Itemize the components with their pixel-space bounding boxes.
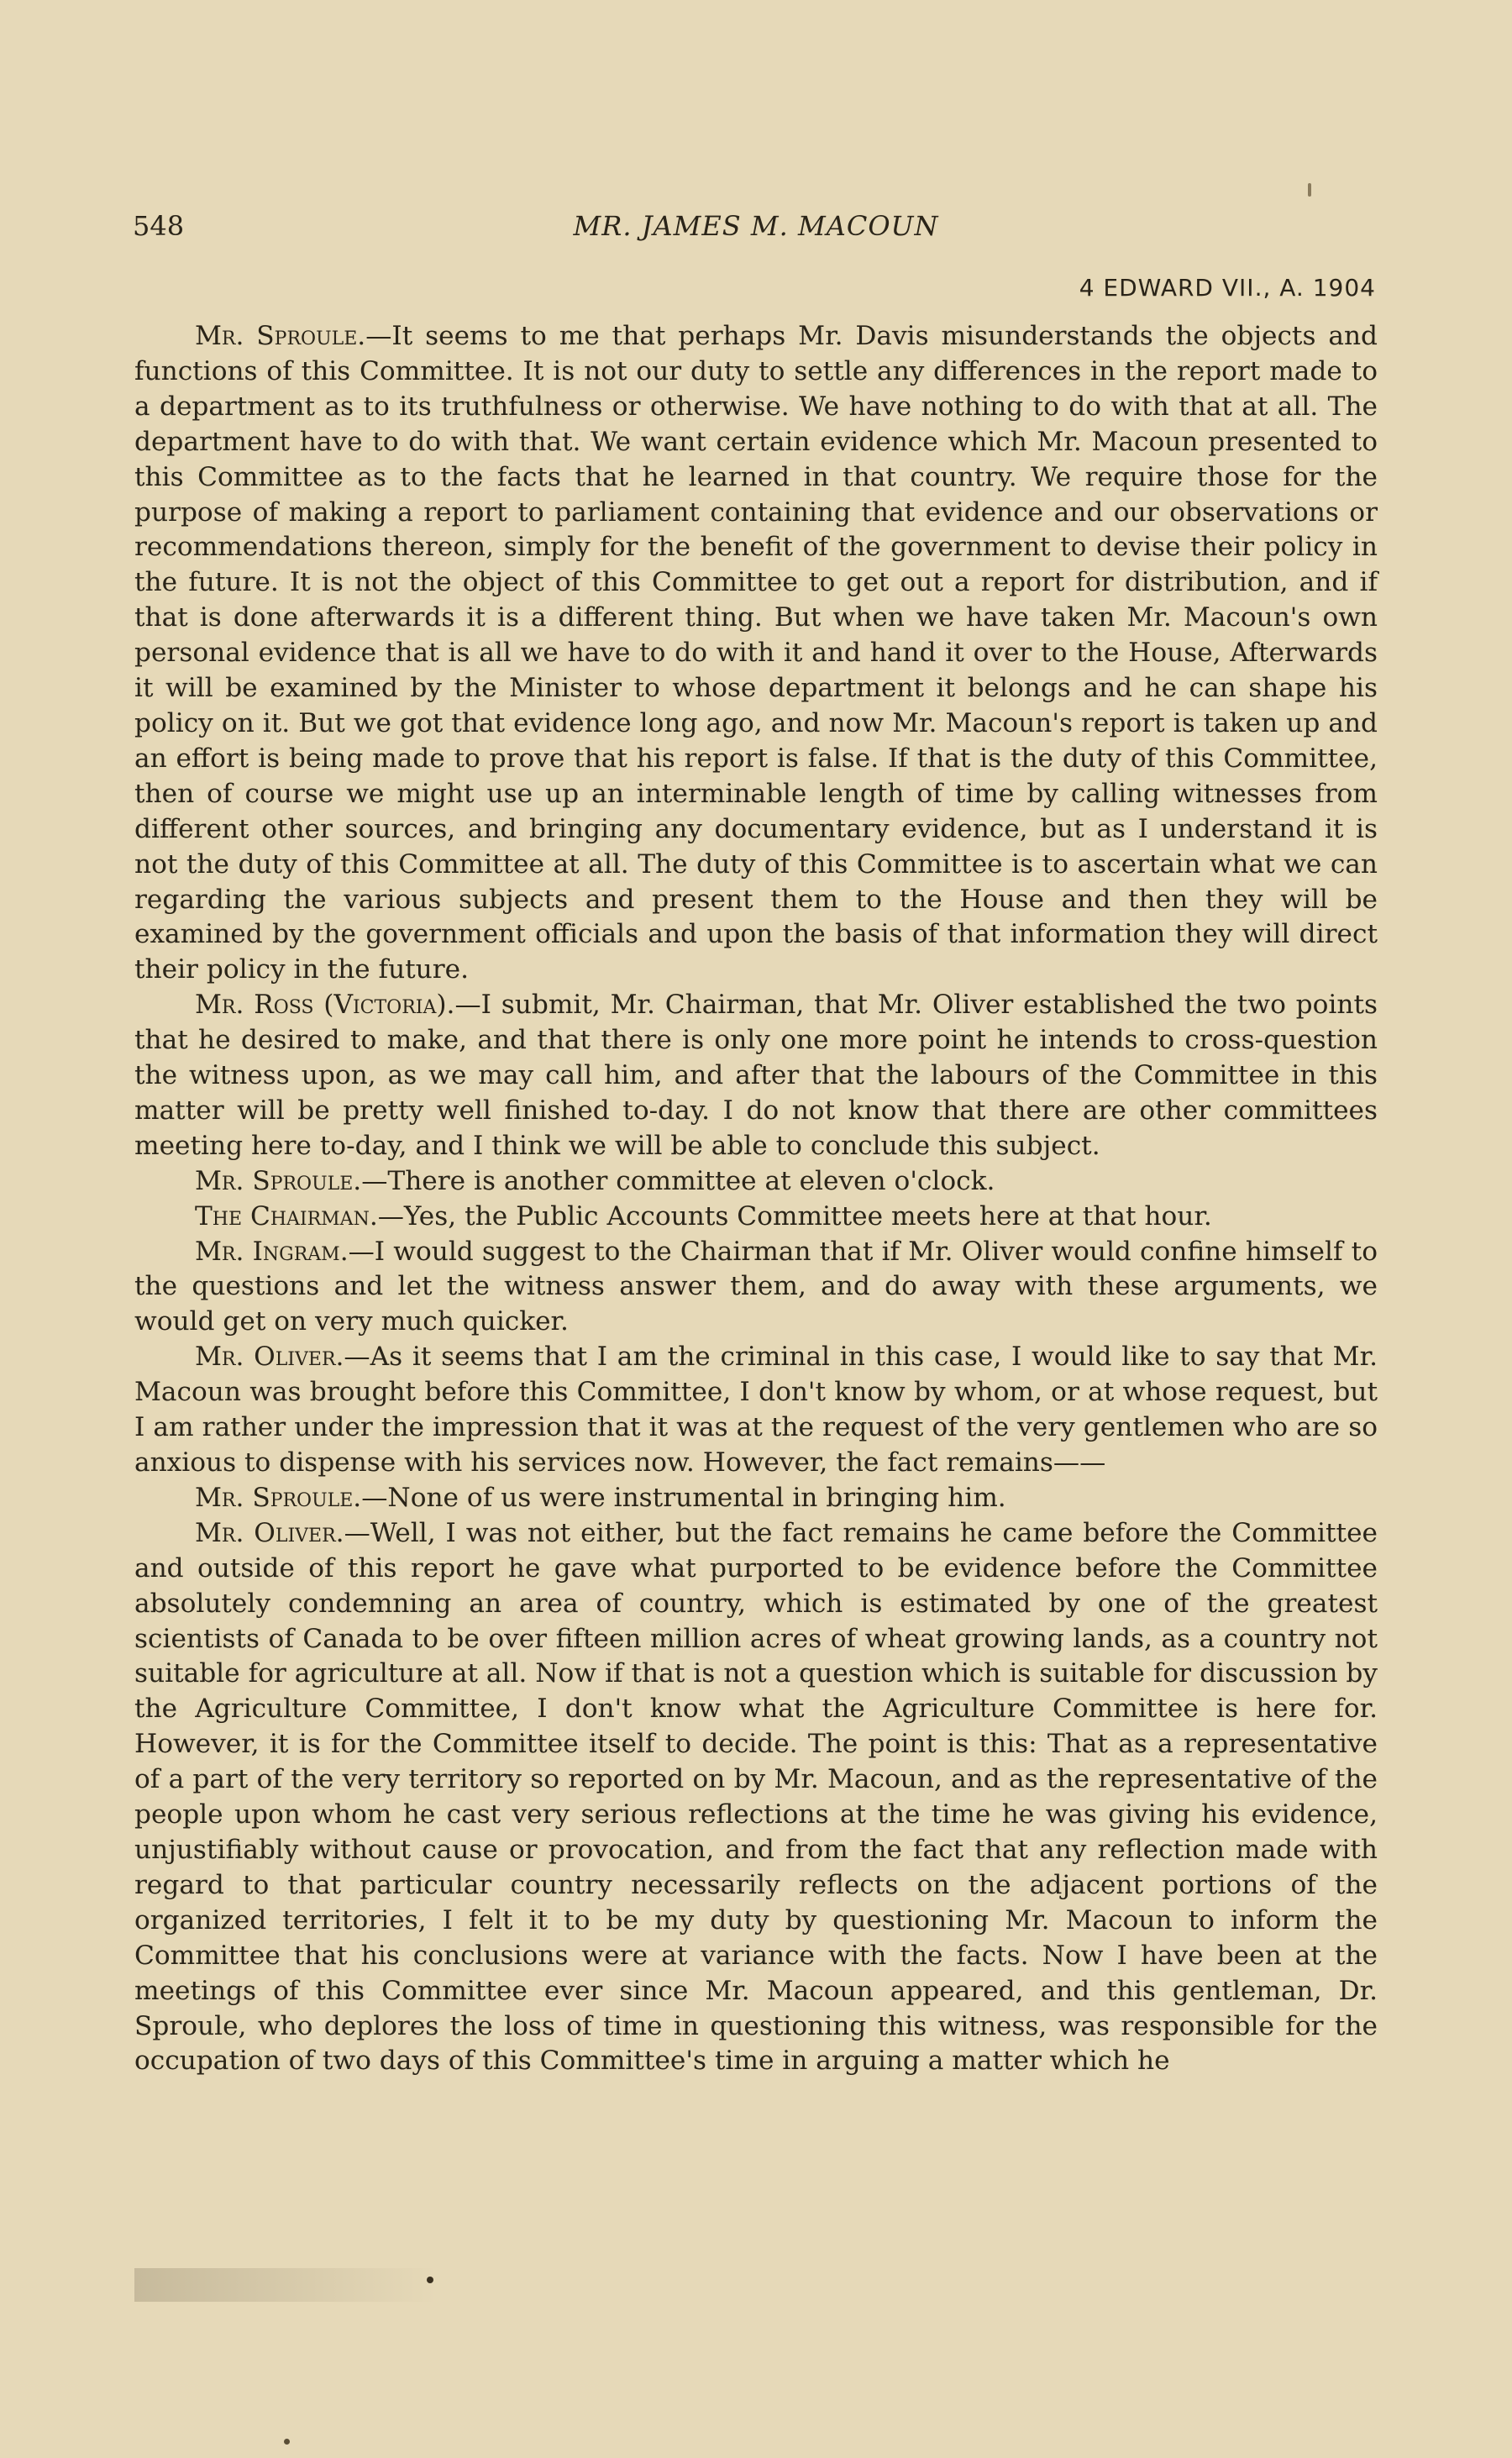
ink-spot: [427, 2277, 433, 2283]
paragraph-sproule-1: [134, 319, 1378, 988]
ink-smudge: [134, 2268, 437, 2302]
paragraph-oliver-1: [134, 1340, 1378, 1481]
paragraph-text: —Well, I was not either, but the fact remains he came before the Committee and outside of this report he gave what purported to be evidence before the Committee absolutely condemning an area of country, which is estimated by one of the greatest scientists of Canada to be over fifteen million acres of wheat growing lands, as a country not suitable for agriculture at all. Now if that is not a question which is suitable for discussion by the Agriculture Committee, I don't know what the Agriculture Committee is here for. However, it is for the Committee itself to decide. The point is this: That as a representative of a part of the very territory so reported on by Mr. Macoun, and as the representative of the people upon whom he cast very serious reflections at the time he was giving his evidence, unjustifiably without cause or provocation, and from the fact that any reflection made with regard to that particular country necessarily reflects on the adjacent portions of the organized territories, I felt it to be my duty by questioning Mr. Macoun to inform the Committee that his conclusions were at variance with the facts. Now I have been at the meetings of this Committee ever since Mr. Macoun appeared, and this gentleman, Dr. Sproule, who deplores the loss of time in questioning this witness, was responsible for the occupation of two days of this Committee's time in arguing a matter which he: [134, 1517, 1378, 2077]
speaker-name: Mr. Ingram.: [195, 1236, 349, 1267]
paragraph-text: —As it seems that I am the criminal in this case, I would like to say that Mr. Macoun was brought before this Committee, I don't know by whom, or at whose request, but I am rather under the impression that it was at the request of the very gentlemen who are so anxious to dispense with his services now. However, the fact remains——: [134, 1342, 1378, 1478]
paragraph-text: —Yes, the Public Accounts Committee meets here at that hour.: [377, 1200, 1212, 1232]
speaker-name: Mr. Sproule.: [195, 321, 366, 351]
speaker-name: Mr. Ross (Victoria).: [195, 990, 455, 1021]
speaker-name: Mr. Oliver.: [195, 1517, 344, 1548]
paragraph-oliver-2: [134, 1516, 1378, 2080]
running-head: MR. JAMES M. MACOUN: [573, 210, 939, 242]
document-body: [134, 319, 1378, 2079]
ink-spot: [284, 2439, 290, 2445]
session-label: 4 EDWARD VII., A. 1904: [1079, 274, 1376, 302]
paragraph-text: —I would suggest to the Chairman that if Mr. Oliver would confine himself to the questions and let the witness answer them, and do away with these arguments, we would get on very much quicker.: [134, 1236, 1378, 1337]
paper-blemish: [1308, 183, 1311, 197]
speaker-name: The Chairman.: [195, 1200, 378, 1232]
paragraph-ross: [134, 988, 1378, 1164]
speaker-name: Mr. Sproule.: [195, 1165, 362, 1196]
paragraph-chairman: [134, 1200, 1378, 1235]
paragraph-sproule-3: [134, 1481, 1378, 1516]
paragraph-text: —There is another committee at eleven o'clock.: [361, 1165, 995, 1196]
speaker-name: Mr. Sproule.: [195, 1482, 362, 1513]
speaker-name: Mr. Oliver.: [195, 1342, 344, 1373]
paragraph-text: —None of us were instrumental in bringing him.: [361, 1482, 1006, 1513]
paragraph-ingram: [134, 1235, 1378, 1341]
page-number: 548: [133, 210, 185, 242]
paragraph-text: —It seems to me that perhaps Mr. Davis misunderstands the objects and functions of this Committee. It is not our duty to settle any differences in the report made to a department as to its truthfulness or otherwise. We have nothing to do with that at all. The department have to do with that. We want certain evidence which Mr. Macoun presented to this Committee as to the facts that he learned in that country. We require those for the purpose of making a report to parliament containing that evidence and our observations or recommendations thereon, simply for the benefit of the government to devise their policy in the future. It is not the object of this Committee to get out a report for distribution, and if that is done afterwards it is a different thing. But when we have taken Mr. Macoun's own personal evidence that is all we have to do with it and hand it over to the House, Afterwards it will be examined by the Minister to whose department it belongs and he can shape his policy on it. But we got that evidence long ago, and now Mr. Macoun's report is taken up and an effort is being made to prove that his report is false. If that is the duty of this Committee, then of course we might use up an interminable length of time by calling witnesses from different other sources, and bringing any documentary evidence, but as I understand it is not the duty of this Committee at all. The duty of this Committee is to ascertain what we can regarding the various subjects and present them to the House and then they will be examined by the government officials and upon the basis of that information they will direct their policy in the future.: [134, 321, 1378, 985]
paragraph-text: —I submit, Mr. Chairman, that Mr. Oliver established the two points that he desired to make, and that there is only one more point he intends to cross-question the witness upon, as we may call him, and after that the labours of the Committee in this matter will be pretty well finished to-day. I do not know that there are other committees meeting here to-day, and I think we will be able to conclude this subject.: [134, 990, 1378, 1161]
paragraph-sproule-2: [134, 1164, 1378, 1200]
